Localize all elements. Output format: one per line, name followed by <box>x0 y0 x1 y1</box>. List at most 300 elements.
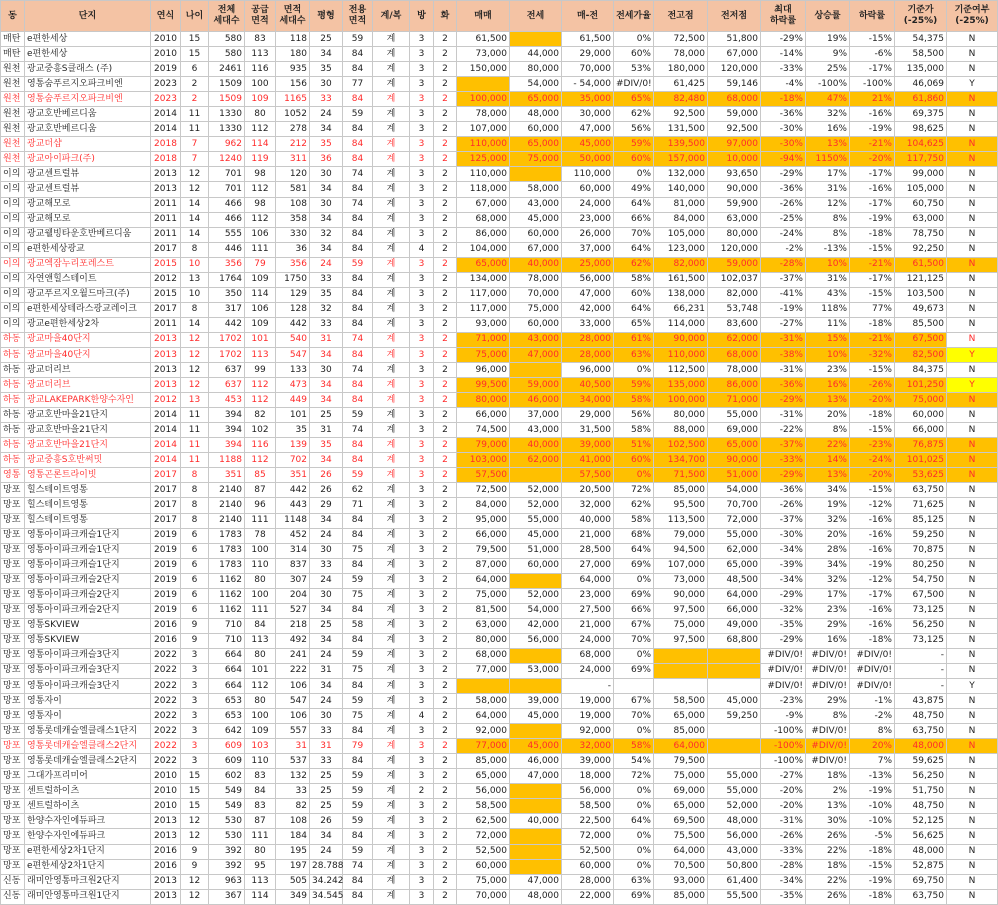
table-cell[interactable]: 75 <box>343 543 373 558</box>
table-cell[interactable]: 이의 <box>1 272 25 287</box>
table-cell[interactable]: 105,000 <box>895 182 947 197</box>
table-cell[interactable]: 112 <box>245 679 276 694</box>
table-cell[interactable]: 계 <box>373 317 410 332</box>
table-cell[interactable]: 75,000 <box>457 588 510 603</box>
table-cell[interactable]: 78,000 <box>654 47 708 62</box>
table-cell[interactable]: 24,000 <box>562 663 614 678</box>
table-cell[interactable]: 59,250 <box>895 528 947 543</box>
table-cell[interactable]: 매탄 <box>1 32 25 47</box>
table-cell[interactable]: 84 <box>343 137 373 152</box>
column-header[interactable]: 최대 하락률 <box>761 1 806 32</box>
table-cell[interactable]: 101,025 <box>895 453 947 468</box>
table-cell[interactable]: -16% <box>850 618 895 633</box>
table-cell[interactable]: N <box>947 92 998 107</box>
table-cell[interactable]: 540 <box>276 332 310 347</box>
table-cell[interactable]: 47,000 <box>510 769 562 784</box>
table-cell[interactable]: 84 <box>245 618 276 633</box>
table-cell[interactable]: 1188 <box>209 453 245 468</box>
table-cell[interactable]: 2 <box>434 393 457 408</box>
table-cell[interactable]: 113 <box>245 633 276 648</box>
table-cell[interactable]: 442 <box>209 317 245 332</box>
table-cell[interactable]: N <box>947 317 998 332</box>
table-cell[interactable]: 계 <box>373 152 410 167</box>
table-cell[interactable]: 1783 <box>209 558 245 573</box>
table-cell[interactable]: 84 <box>343 122 373 137</box>
table-cell[interactable]: 31% <box>806 272 850 287</box>
table-cell[interactable]: 81,500 <box>457 603 510 618</box>
table-cell[interactable]: 31 <box>276 739 310 754</box>
table-cell[interactable]: 3 <box>410 32 434 47</box>
table-cell[interactable]: 59 <box>343 32 373 47</box>
table-cell[interactable]: 3 <box>410 483 434 498</box>
table-cell[interactable]: 68,800 <box>708 633 761 648</box>
table-cell[interactable]: 79,000 <box>457 438 510 453</box>
table-cell[interactable]: 3 <box>410 618 434 633</box>
table-cell[interactable]: 33 <box>310 317 343 332</box>
table-cell[interactable]: 12 <box>181 874 209 889</box>
table-cell[interactable]: 12 <box>181 814 209 829</box>
table-cell[interactable]: N <box>947 588 998 603</box>
table-cell[interactable]: 90,000 <box>708 182 761 197</box>
table-cell[interactable]: 3 <box>181 724 209 739</box>
table-cell[interactable]: 84 <box>343 317 373 332</box>
table-cell[interactable]: 25% <box>806 62 850 77</box>
table-cell[interactable]: 영통 <box>1 468 25 483</box>
table-cell[interactable]: 58,500 <box>654 694 708 709</box>
table-cell[interactable]: 22,000 <box>562 889 614 904</box>
table-cell[interactable]: 12 <box>181 829 209 844</box>
table-cell[interactable]: 20% <box>806 408 850 423</box>
table-cell[interactable]: 계 <box>373 573 410 588</box>
table-cell[interactable]: -24% <box>850 453 895 468</box>
table-cell[interactable]: 180,000 <box>654 62 708 77</box>
table-cell[interactable]: 2 <box>434 287 457 302</box>
table-cell[interactable]: 2014 <box>151 453 181 468</box>
table-cell[interactable]: N <box>947 814 998 829</box>
table-cell[interactable]: 466 <box>209 197 245 212</box>
table-cell[interactable]: 3 <box>410 769 434 784</box>
table-cell[interactable]: 망포 <box>1 573 25 588</box>
table-cell[interactable]: 3 <box>410 543 434 558</box>
table-cell[interactable]: 64% <box>614 242 654 257</box>
table-cell[interactable]: 0% <box>614 844 654 859</box>
table-cell[interactable]: 계 <box>373 498 410 513</box>
table-cell[interactable]: 84 <box>343 874 373 889</box>
table-cell[interactable]: 48,750 <box>895 709 947 724</box>
table-cell[interactable]: 60,000 <box>457 859 510 874</box>
table-cell[interactable]: 120,000 <box>708 62 761 77</box>
table-cell[interactable]: 10 <box>181 287 209 302</box>
table-cell[interactable]: 100 <box>245 77 276 92</box>
table-cell[interactable]: 1702 <box>209 332 245 347</box>
table-cell[interactable]: -37% <box>761 272 806 287</box>
table-cell[interactable]: 3 <box>410 257 434 272</box>
table-cell[interactable]: 95,000 <box>457 513 510 528</box>
table-cell[interactable]: 10% <box>806 257 850 272</box>
table-cell[interactable]: 계 <box>373 62 410 77</box>
table-cell[interactable]: 109 <box>245 724 276 739</box>
table-cell[interactable]: 112 <box>245 393 276 408</box>
table-cell[interactable]: 2019 <box>151 62 181 77</box>
table-cell[interactable]: 67% <box>614 694 654 709</box>
table-cell[interactable]: 영통아이파크캐슬1단지 <box>25 558 151 573</box>
table-cell[interactable]: 25,000 <box>562 257 614 272</box>
table-cell[interactable]: 60,000 <box>510 317 562 332</box>
table-cell[interactable]: 34 <box>310 212 343 227</box>
table-cell[interactable]: 광교호반마을21단지 <box>25 438 151 453</box>
table-cell[interactable]: 241 <box>276 648 310 663</box>
column-header[interactable]: 화 <box>434 1 457 32</box>
table-cell[interactable]: 2 <box>434 739 457 754</box>
table-cell[interactable]: 72,000 <box>708 513 761 528</box>
table-cell[interactable]: 222 <box>276 663 310 678</box>
table-cell[interactable]: 51,750 <box>895 784 947 799</box>
table-cell[interactable]: 망포 <box>1 679 25 694</box>
table-cell[interactable]: 3 <box>410 287 434 302</box>
table-cell[interactable]: -20% <box>850 152 895 167</box>
table-cell[interactable]: 하동 <box>1 378 25 393</box>
table-cell[interactable]: 92,250 <box>895 242 947 257</box>
table-cell[interactable]: 2 <box>434 633 457 648</box>
table-cell[interactable]: 53,748 <box>708 302 761 317</box>
table-cell[interactable]: 66,000 <box>895 423 947 438</box>
table-cell[interactable]: -19% <box>850 122 895 137</box>
table-cell[interactable]: 59 <box>343 694 373 709</box>
table-cell[interactable]: 25 <box>310 799 343 814</box>
table-cell[interactable]: 61,425 <box>654 77 708 92</box>
table-cell[interactable]: 3 <box>410 438 434 453</box>
table-cell[interactable]: 이의 <box>1 212 25 227</box>
table-cell[interactable]: -19% <box>850 874 895 889</box>
table-cell[interactable]: 3 <box>410 558 434 573</box>
table-cell[interactable]: #DIV/0! <box>806 754 850 769</box>
table-cell[interactable]: 58% <box>614 423 654 438</box>
table-cell[interactable]: 114 <box>245 287 276 302</box>
table-cell[interactable]: -26% <box>761 197 806 212</box>
table-cell[interactable]: -36% <box>761 107 806 122</box>
table-cell[interactable]: 121,125 <box>895 272 947 287</box>
table-cell[interactable]: 69% <box>614 588 654 603</box>
table-cell[interactable]: 69% <box>614 889 654 904</box>
table-cell[interactable]: 2018 <box>151 137 181 152</box>
table-cell[interactable]: 34 <box>310 679 343 694</box>
table-cell[interactable]: 망포 <box>1 633 25 648</box>
table-cell[interactable]: 9% <box>806 47 850 62</box>
table-cell[interactable]: 66% <box>614 603 654 618</box>
table-cell[interactable]: -30% <box>761 122 806 137</box>
table-cell[interactable]: 11 <box>181 438 209 453</box>
table-cell[interactable]: 영통아이파크캐슬2단지 <box>25 588 151 603</box>
table-cell[interactable]: 112 <box>245 122 276 137</box>
table-cell[interactable]: 34 <box>310 603 343 618</box>
table-cell[interactable]: 74 <box>343 167 373 182</box>
table-cell[interactable]: 10 <box>181 257 209 272</box>
table-cell[interactable]: 망포 <box>1 769 25 784</box>
table-cell[interactable]: 92,500 <box>654 107 708 122</box>
table-cell[interactable]: 2013 <box>151 829 181 844</box>
table-cell[interactable]: 35 <box>276 423 310 438</box>
table-cell[interactable]: -17% <box>850 167 895 182</box>
table-cell[interactable]: 103,000 <box>457 453 510 468</box>
table-cell[interactable]: N <box>947 107 998 122</box>
table-cell[interactable]: 82,000 <box>708 287 761 302</box>
table-cell[interactable]: 82 <box>276 799 310 814</box>
table-cell[interactable]: 47,000 <box>510 347 562 362</box>
table-cell[interactable]: 32% <box>806 513 850 528</box>
table-cell[interactable]: 2022 <box>151 739 181 754</box>
table-cell[interactable]: 72,000 <box>562 829 614 844</box>
table-cell[interactable]: 18% <box>806 769 850 784</box>
table-cell[interactable]: 영통아이파크캐슬2단지 <box>25 573 151 588</box>
table-cell[interactable]: Y <box>947 378 998 393</box>
table-cell[interactable]: 광교센트럴뷰 <box>25 167 151 182</box>
table-cell[interactable]: 78,000 <box>510 272 562 287</box>
table-cell[interactable]: 33 <box>276 784 310 799</box>
table-cell[interactable]: 2 <box>434 317 457 332</box>
table-cell[interactable]: 34 <box>310 378 343 393</box>
table-cell[interactable]: 광교마을40단지 <box>25 332 151 347</box>
table-cell[interactable]: 3 <box>410 739 434 754</box>
table-cell[interactable]: 0% <box>614 784 654 799</box>
table-cell[interactable]: 3 <box>410 393 434 408</box>
table-cell[interactable] <box>457 77 510 92</box>
table-cell[interactable]: 2 <box>434 62 457 77</box>
table-cell[interactable]: 계 <box>373 844 410 859</box>
table-cell[interactable]: 원천 <box>1 107 25 122</box>
table-cell[interactable]: 망포 <box>1 859 25 874</box>
table-cell[interactable]: 60% <box>614 152 654 167</box>
table-cell[interactable]: 12% <box>806 197 850 212</box>
table-cell[interactable]: 2 <box>434 92 457 107</box>
table-cell[interactable]: 3 <box>410 453 434 468</box>
table-cell[interactable]: 72,500 <box>457 483 510 498</box>
table-cell[interactable] <box>510 648 562 663</box>
table-cell[interactable]: 85,000 <box>654 483 708 498</box>
table-cell[interactable]: 계 <box>373 137 410 152</box>
table-cell[interactable]: 하동 <box>1 453 25 468</box>
table-cell[interactable]: 113 <box>245 47 276 62</box>
table-cell[interactable]: N <box>947 242 998 257</box>
table-cell[interactable]: 119 <box>245 152 276 167</box>
table-cell[interactable]: 원천 <box>1 152 25 167</box>
table-cell[interactable]: N <box>947 423 998 438</box>
table-cell[interactable]: 28,500 <box>562 543 614 558</box>
table-cell[interactable]: 힐스테이트영통 <box>25 483 151 498</box>
table-cell[interactable]: 128 <box>276 302 310 317</box>
table-cell[interactable]: 광교호반마을21단지 <box>25 423 151 438</box>
table-cell[interactable]: 이의 <box>1 302 25 317</box>
table-cell[interactable]: 계 <box>373 363 410 378</box>
table-cell[interactable]: 24 <box>310 694 343 709</box>
table-cell[interactable]: 65,000 <box>654 799 708 814</box>
table-cell[interactable]: 84 <box>343 272 373 287</box>
table-cell[interactable]: 이의 <box>1 317 25 332</box>
table-cell[interactable]: 계 <box>373 618 410 633</box>
table-cell[interactable]: 36 <box>310 152 343 167</box>
table-cell[interactable]: 영통곤론트라이빗 <box>25 468 151 483</box>
table-cell[interactable]: 75,000 <box>457 347 510 362</box>
table-cell[interactable]: 68,000 <box>708 347 761 362</box>
table-cell[interactable]: -35% <box>761 618 806 633</box>
table-cell[interactable]: 19,000 <box>562 694 614 709</box>
table-cell[interactable]: 25 <box>310 618 343 633</box>
column-header[interactable]: 기준여부 (-25%) <box>947 1 998 32</box>
table-cell[interactable]: 3 <box>410 889 434 904</box>
table-cell[interactable]: 60,000 <box>510 558 562 573</box>
table-cell[interactable]: 118,000 <box>457 182 510 197</box>
table-cell[interactable]: -16% <box>850 513 895 528</box>
table-cell[interactable]: 84 <box>343 603 373 618</box>
table-cell[interactable]: 망포 <box>1 513 25 528</box>
table-cell[interactable]: 85 <box>245 468 276 483</box>
table-cell[interactable]: 래미안영통마크원2단지 <box>25 874 151 889</box>
table-cell[interactable]: 84 <box>343 528 373 543</box>
table-cell[interactable]: 161,500 <box>654 272 708 287</box>
table-cell[interactable]: -16% <box>850 528 895 543</box>
table-cell[interactable]: 51,000 <box>510 543 562 558</box>
table-cell[interactable]: 3 <box>410 332 434 347</box>
table-cell[interactable]: 505 <box>276 874 310 889</box>
table-cell[interactable]: 64% <box>614 814 654 829</box>
table-cell[interactable]: 79 <box>343 739 373 754</box>
table-cell[interactable]: 2461 <box>209 62 245 77</box>
table-cell[interactable]: 42,000 <box>510 618 562 633</box>
table-cell[interactable]: 118 <box>276 32 310 47</box>
table-cell[interactable]: 96,000 <box>562 363 614 378</box>
table-cell[interactable]: 3 <box>410 829 434 844</box>
table-cell[interactable]: 69,375 <box>895 107 947 122</box>
table-cell[interactable]: 66,000 <box>708 603 761 618</box>
table-cell[interactable]: 935 <box>276 62 310 77</box>
table-cell[interactable]: 계 <box>373 242 410 257</box>
table-cell[interactable]: 1150% <box>806 152 850 167</box>
table-cell[interactable]: 65% <box>614 92 654 107</box>
table-cell[interactable]: 0% <box>614 363 654 378</box>
table-cell[interactable]: 349 <box>276 889 310 904</box>
table-cell[interactable]: 0% <box>614 799 654 814</box>
table-cell[interactable]: 78,000 <box>708 363 761 378</box>
table-cell[interactable]: -31% <box>761 332 806 347</box>
table-cell[interactable]: 망포 <box>1 663 25 678</box>
table-cell[interactable]: 62% <box>614 257 654 272</box>
table-cell[interactable]: 104,625 <box>895 137 947 152</box>
table-cell[interactable]: 109 <box>245 317 276 332</box>
table-cell[interactable]: 75,000 <box>895 393 947 408</box>
table-cell[interactable]: 84 <box>343 679 373 694</box>
table-cell[interactable]: 그대가프리미어 <box>25 769 151 784</box>
table-cell[interactable]: 113 <box>245 874 276 889</box>
table-cell[interactable]: 54,750 <box>895 573 947 588</box>
table-cell[interactable]: 28% <box>806 543 850 558</box>
table-cell[interactable]: 하동 <box>1 423 25 438</box>
table-cell[interactable]: 8% <box>806 709 850 724</box>
table-cell[interactable]: 광교푸르지오월드마크(주) <box>25 287 151 302</box>
table-cell[interactable]: 원천 <box>1 62 25 77</box>
table-cell[interactable]: 35 <box>310 62 343 77</box>
table-cell[interactable]: 59 <box>343 408 373 423</box>
table-cell[interactable]: N <box>947 859 998 874</box>
table-cell[interactable]: 84 <box>343 889 373 904</box>
table-cell[interactable]: 97,500 <box>654 633 708 648</box>
table-cell[interactable]: 64,000 <box>654 739 708 754</box>
table-cell[interactable]: 계 <box>373 829 410 844</box>
table-cell[interactable]: 59,000 <box>708 107 761 122</box>
table-cell[interactable]: 45,000 <box>510 709 562 724</box>
table-cell[interactable]: 19% <box>806 32 850 47</box>
table-cell[interactable]: 계 <box>373 393 410 408</box>
table-cell[interactable]: 83,600 <box>708 317 761 332</box>
table-cell[interactable]: 29 <box>310 498 343 513</box>
table-cell[interactable]: 1052 <box>276 107 310 122</box>
table-cell[interactable]: 87,000 <box>457 558 510 573</box>
table-cell[interactable]: -26% <box>761 829 806 844</box>
table-cell[interactable]: 8 <box>181 498 209 513</box>
table-cell[interactable]: -29% <box>761 633 806 648</box>
table-cell[interactable]: 2 <box>434 799 457 814</box>
table-cell[interactable]: 원천 <box>1 137 25 152</box>
table-cell[interactable]: 12 <box>181 167 209 182</box>
table-cell[interactable]: 64,000 <box>457 709 510 724</box>
table-cell[interactable]: 14 <box>181 227 209 242</box>
table-cell[interactable]: 59% <box>614 137 654 152</box>
table-cell[interactable]: 10,000 <box>708 152 761 167</box>
table-cell[interactable]: 32 <box>310 227 343 242</box>
table-cell[interactable]: N <box>947 332 998 347</box>
table-cell[interactable]: 망포 <box>1 498 25 513</box>
table-cell[interactable]: 0% <box>614 859 654 874</box>
table-cell[interactable]: 114,000 <box>654 317 708 332</box>
table-cell[interactable]: 40,000 <box>510 814 562 829</box>
table-cell[interactable]: 97,000 <box>708 137 761 152</box>
table-cell[interactable]: 664 <box>209 679 245 694</box>
table-cell[interactable]: 117,750 <box>895 152 947 167</box>
table-cell[interactable]: 61,500 <box>562 32 614 47</box>
table-cell[interactable]: 망포 <box>1 618 25 633</box>
table-cell[interactable]: 77% <box>850 302 895 317</box>
table-cell[interactable]: 100,000 <box>654 393 708 408</box>
table-cell[interactable]: e편한세상2차1단지 <box>25 844 151 859</box>
table-cell[interactable]: 3 <box>410 754 434 769</box>
table-cell[interactable]: 42,000 <box>562 302 614 317</box>
table-cell[interactable]: 90,000 <box>708 453 761 468</box>
table-cell[interactable]: 74 <box>343 363 373 378</box>
table-cell[interactable]: 3 <box>410 468 434 483</box>
table-cell[interactable]: 36 <box>276 242 310 257</box>
table-cell[interactable]: e편한세상테라스광교레이크 <box>25 302 151 317</box>
table-cell[interactable]: 50,000 <box>562 152 614 167</box>
table-cell[interactable]: 계 <box>373 408 410 423</box>
table-cell[interactable]: 48,000 <box>895 844 947 859</box>
table-cell[interactable]: 62% <box>614 107 654 122</box>
table-cell[interactable]: 8% <box>806 212 850 227</box>
table-cell[interactable]: -31% <box>761 363 806 378</box>
table-cell[interactable]: 557 <box>276 724 310 739</box>
table-cell[interactable]: 49,000 <box>708 618 761 633</box>
table-cell[interactable]: 65,000 <box>457 769 510 784</box>
table-cell[interactable]: 3 <box>410 663 434 678</box>
table-cell[interactable]: 14 <box>181 197 209 212</box>
table-cell[interactable]: 계 <box>373 799 410 814</box>
table-cell[interactable]: 52,000 <box>510 588 562 603</box>
table-cell[interactable]: 하동 <box>1 408 25 423</box>
table-cell[interactable]: 2017 <box>151 483 181 498</box>
table-cell[interactable]: 87 <box>245 483 276 498</box>
table-cell[interactable]: #DIV/0! <box>850 679 895 694</box>
table-cell[interactable]: 1165 <box>276 92 310 107</box>
table-cell[interactable]: 3 <box>410 408 434 423</box>
table-cell[interactable]: #DIV/0! <box>806 739 850 754</box>
table-cell[interactable]: 449 <box>276 393 310 408</box>
